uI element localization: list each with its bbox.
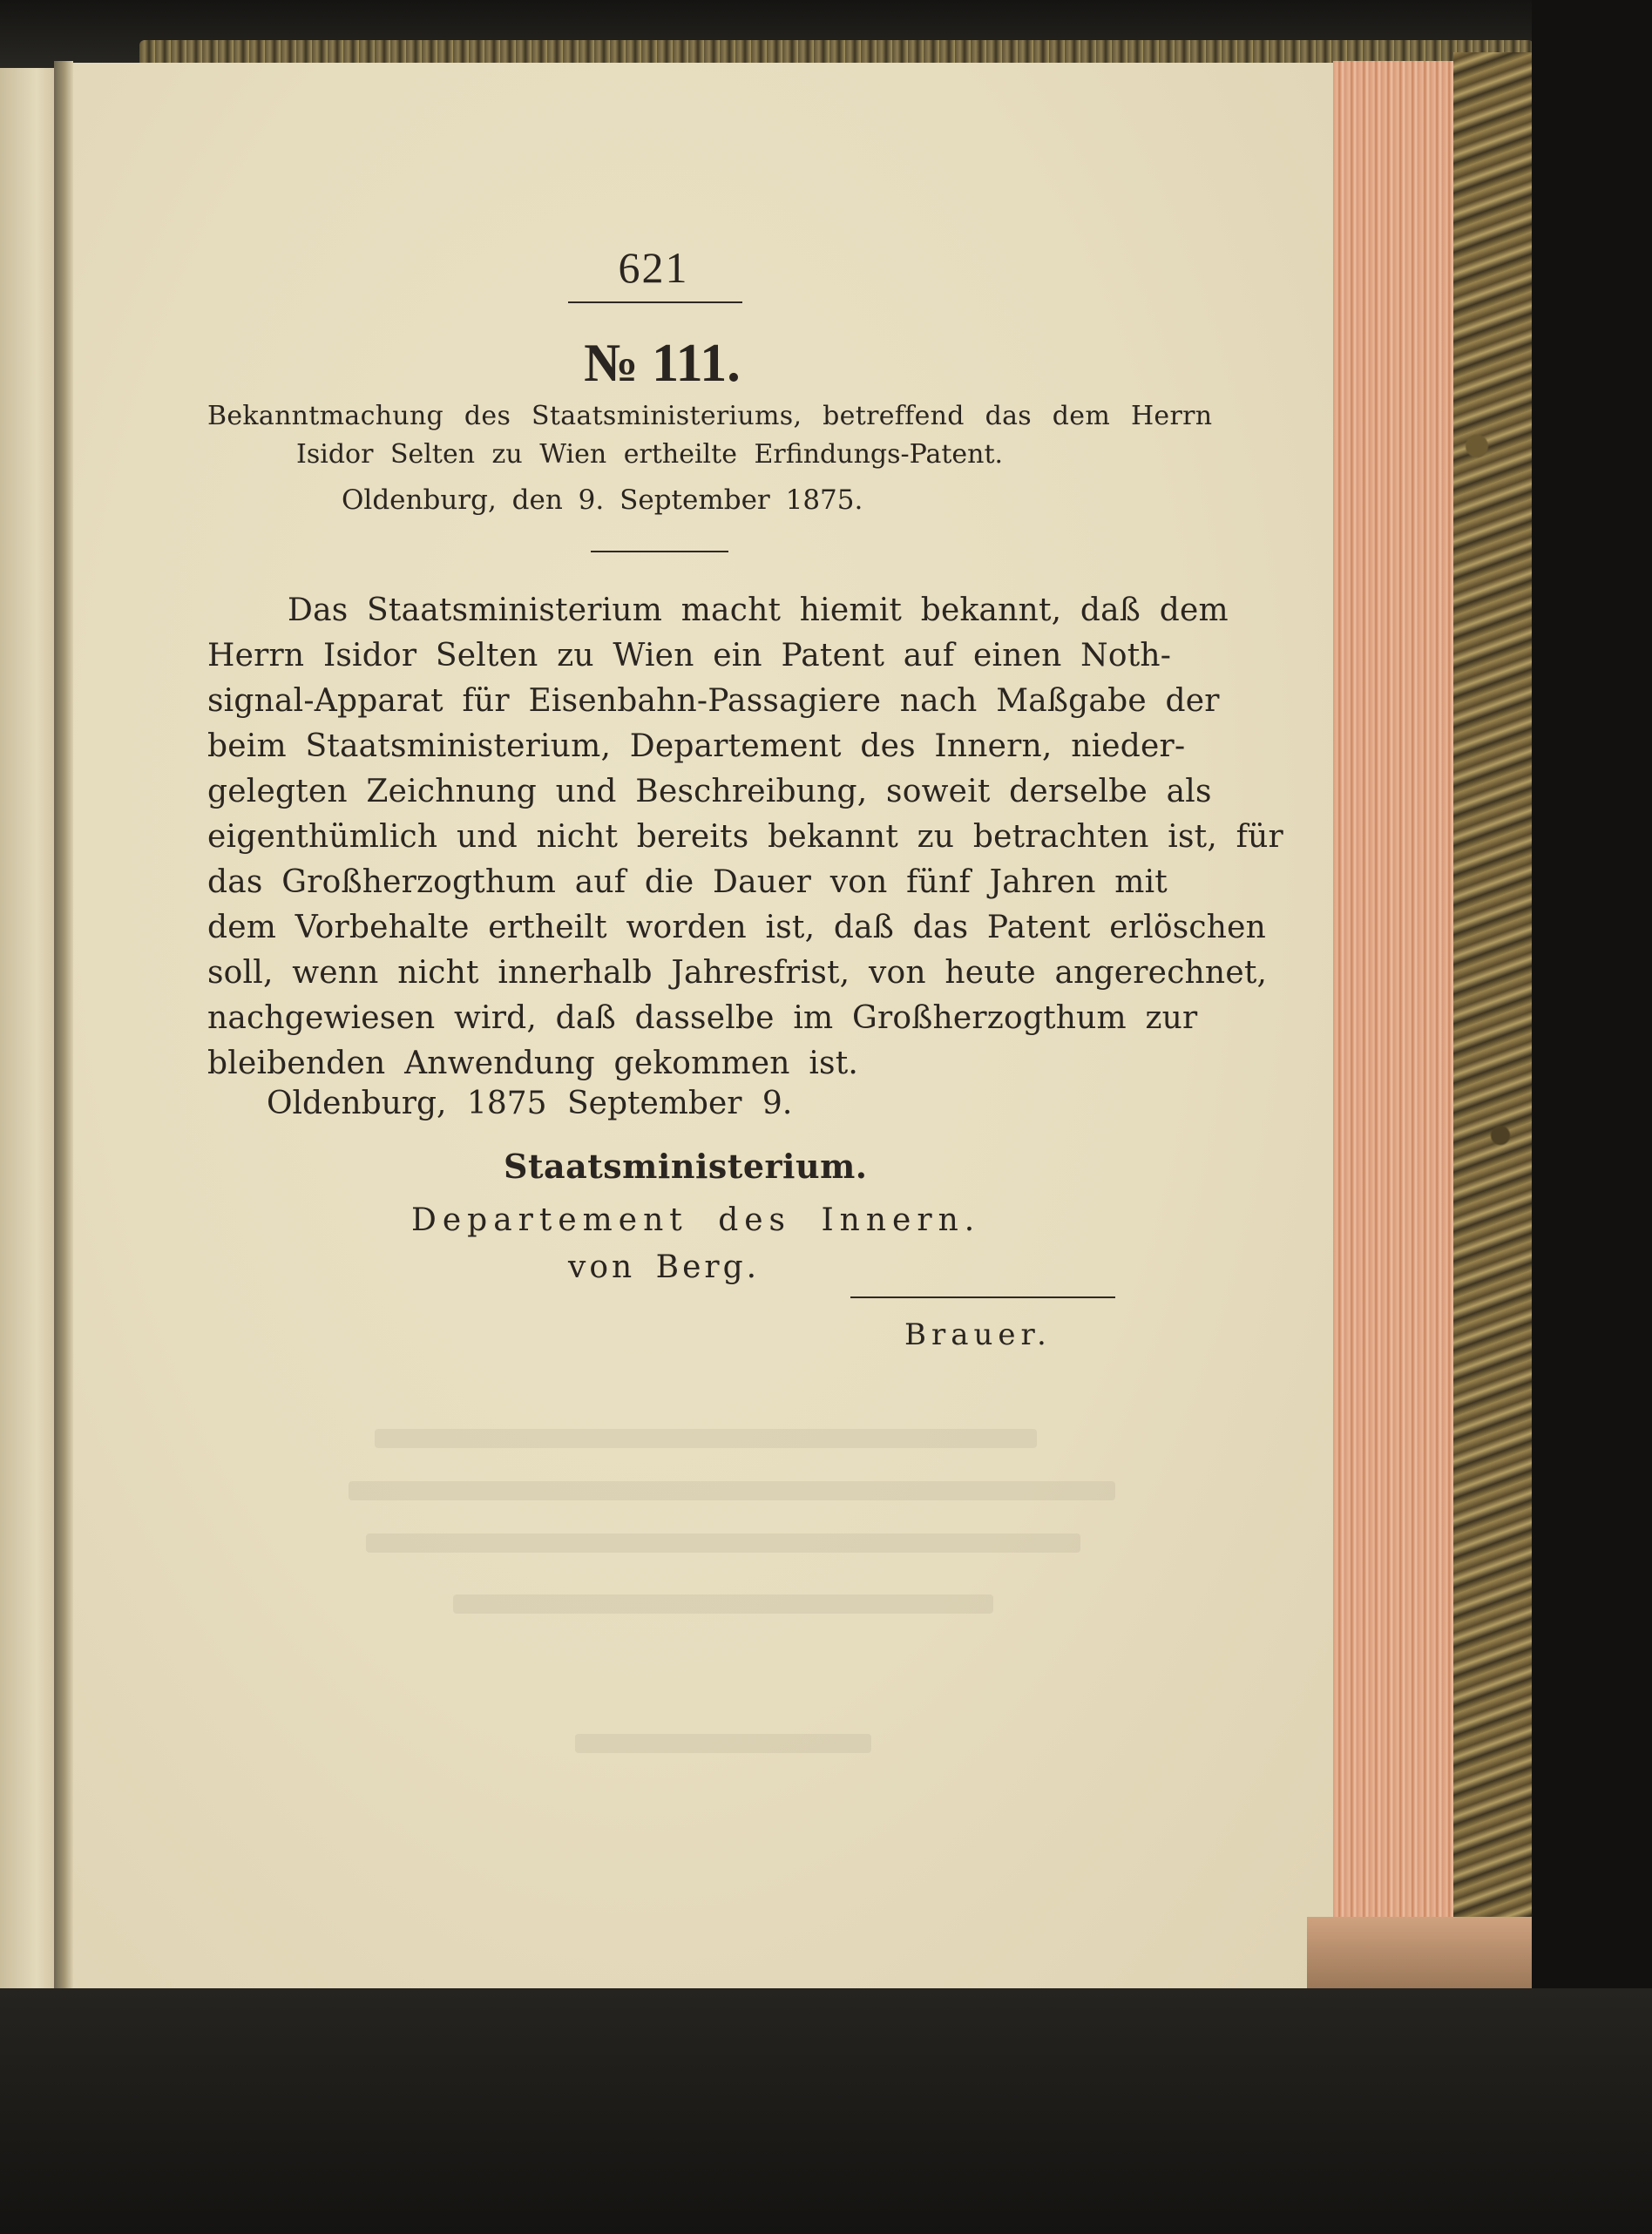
body-text-line: bleibenden Anwendung gekommen ist. bbox=[207, 1046, 859, 1081]
body-text-line: dem Vorbehalte ertheilt worden ist, daß das Patent erlöschen bbox=[207, 910, 1267, 945]
body-text-line: Herrn Isidor Selten zu Wien ein Patent auf einen Noth- bbox=[207, 638, 1172, 674]
body-text-line: soll, wenn nicht innerhalb Jahresfrist, von heute angerechnet, bbox=[207, 955, 1268, 991]
body-text-line: beim Staatsministerium, Departement des Innern, nieder- bbox=[207, 728, 1186, 764]
document-title-line: Bekanntmachung des Staatsministeriums, betreffend das dem Herrn bbox=[207, 401, 1213, 431]
date-place-line: Oldenburg, 1875 September 9. bbox=[267, 1086, 793, 1121]
bleed-through bbox=[366, 1533, 1080, 1553]
bleed-through bbox=[375, 1429, 1037, 1448]
document-number-heading: № 111. bbox=[584, 334, 741, 393]
signature-ministry: Staatsministerium. bbox=[504, 1147, 868, 1186]
document-title-line: Isidor Selten zu Wien ertheilte Erfindungs-Patent. bbox=[296, 439, 1004, 470]
bleed-through bbox=[349, 1481, 1115, 1500]
bleed-through bbox=[575, 1734, 871, 1753]
body-text-line: signal-Apparat für Eisenbahn-Passagiere nach Maßgabe der bbox=[207, 683, 1220, 719]
bleed-through bbox=[453, 1594, 993, 1614]
signature-rule bbox=[850, 1296, 1115, 1298]
signature-department: Departement des Innern. bbox=[411, 1202, 981, 1238]
document-date: Oldenburg, den 9. September 1875. bbox=[342, 484, 863, 516]
marbled-cover bbox=[1453, 52, 1532, 2021]
previous-page-edge bbox=[0, 68, 61, 2002]
body-text-line: gelegten Zeichnung und Beschreibung, soweit derselbe als bbox=[207, 774, 1212, 809]
body-text-line: nachgewiesen wird, daß dasselbe im Großherzogthum zur bbox=[207, 1000, 1198, 1036]
background-right bbox=[1532, 0, 1652, 2234]
body-text-line: das Großherzogthum auf die Dauer von fünf Jahren mit bbox=[207, 864, 1168, 900]
body-text-line: Das Staatsministerium macht hiemit bekannt, daß dem bbox=[288, 592, 1229, 628]
page-gutter bbox=[54, 61, 73, 2013]
background-bottom bbox=[0, 1988, 1652, 2234]
divider-rule bbox=[591, 551, 728, 552]
page-number: 621 bbox=[618, 243, 689, 292]
divider-rule bbox=[568, 301, 742, 303]
body-text-line: eigenthümlich und nicht bereits bekannt zu betrachten ist, für bbox=[207, 819, 1283, 855]
signature-name: von Berg. bbox=[568, 1249, 761, 1285]
page-block-edges bbox=[1333, 61, 1473, 1934]
signature-name: Brauer. bbox=[904, 1317, 1052, 1352]
